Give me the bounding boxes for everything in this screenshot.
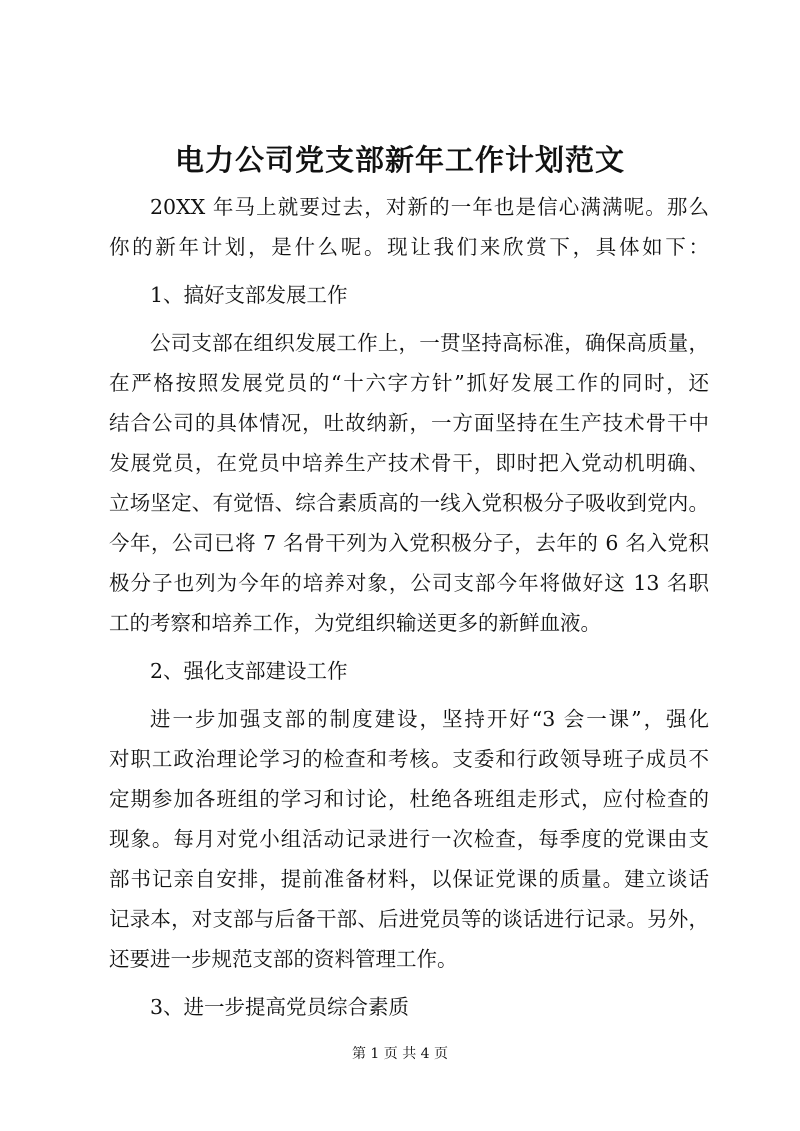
document-title: 电力公司党支部新年工作计划范文 [174,143,625,177]
paragraph-line: 立场坚定、有觉悟、综合素质高的一线入党积极分子吸收到党内。 [109,491,709,515]
paragraph-line: 今年，公司已将 7 名骨干列为入党积极分子，去年的 6 名入党积 [109,531,709,555]
section-heading-3: 3、进一步提高党员综合素质 [150,995,410,1019]
paragraph-line: 记录本，对支部与后备干部、后进党员等的谈话进行记录。另外， [109,907,709,931]
paragraph-gap [109,979,709,987]
paragraph-line: 结合公司的具体情况，吐故纳新，一方面坚持在生产技术骨干中 [109,411,709,435]
paragraph-line: 20XX 年马上就要过去，对新的一年也是信心满满呢。那么 [150,195,709,219]
paragraph-line: 定期参加各班组的学习和讨论，杜绝各班组走形式，应付检查的 [109,787,709,811]
paragraph-line: 你的新年计划，是什么呢。现让我们来欣赏下，具体如下： [109,235,709,259]
paragraph-gap [109,315,709,323]
paragraph-gap [109,691,709,699]
paragraph-gap [109,267,709,275]
paragraph-line: 公司支部在组织发展工作上，一贯坚持高标准，确保高质量， [150,331,709,355]
paragraph-line: 还要进一步规范支部的资料管理工作。 [109,947,458,971]
paragraph-line: 工的考察和培养工作，为党组织输送更多的新鲜血液。 [109,611,601,635]
paragraph-line: 在严格按照发展党员的“十六字方针”抓好发展工作的同时，还 [109,371,709,395]
paragraph-line: 发展党员，在党员中培养生产技术骨干，即时把入党动机明确、 [109,451,709,475]
paragraph-line: 对职工政治理论学习的检查和考核。支委和行政领导班子成员不 [109,747,709,771]
section-heading-2: 2、强化支部建设工作 [150,659,348,683]
paragraph-line: 极分子也列为今年的培养对象，公司支部今年将做好这 13 名职 [109,571,709,595]
paragraph-line: 进一步加强支部的制度建设，坚持开好“3 会一课”，强化 [150,707,709,731]
paragraph-gap [109,643,709,651]
paragraph-line: 现象。每月对党小组活动记录进行一次检查，每季度的党课由支 [109,827,709,851]
paragraph-line: 部书记亲自安排，提前准备材料，以保证党课的质量。建立谈话 [109,867,709,891]
section-heading-1: 1、搞好支部发展工作 [150,283,348,307]
document-body [109,187,709,1027]
page-number-footer: 第 1 页 共 4 页 [351,1046,449,1062]
